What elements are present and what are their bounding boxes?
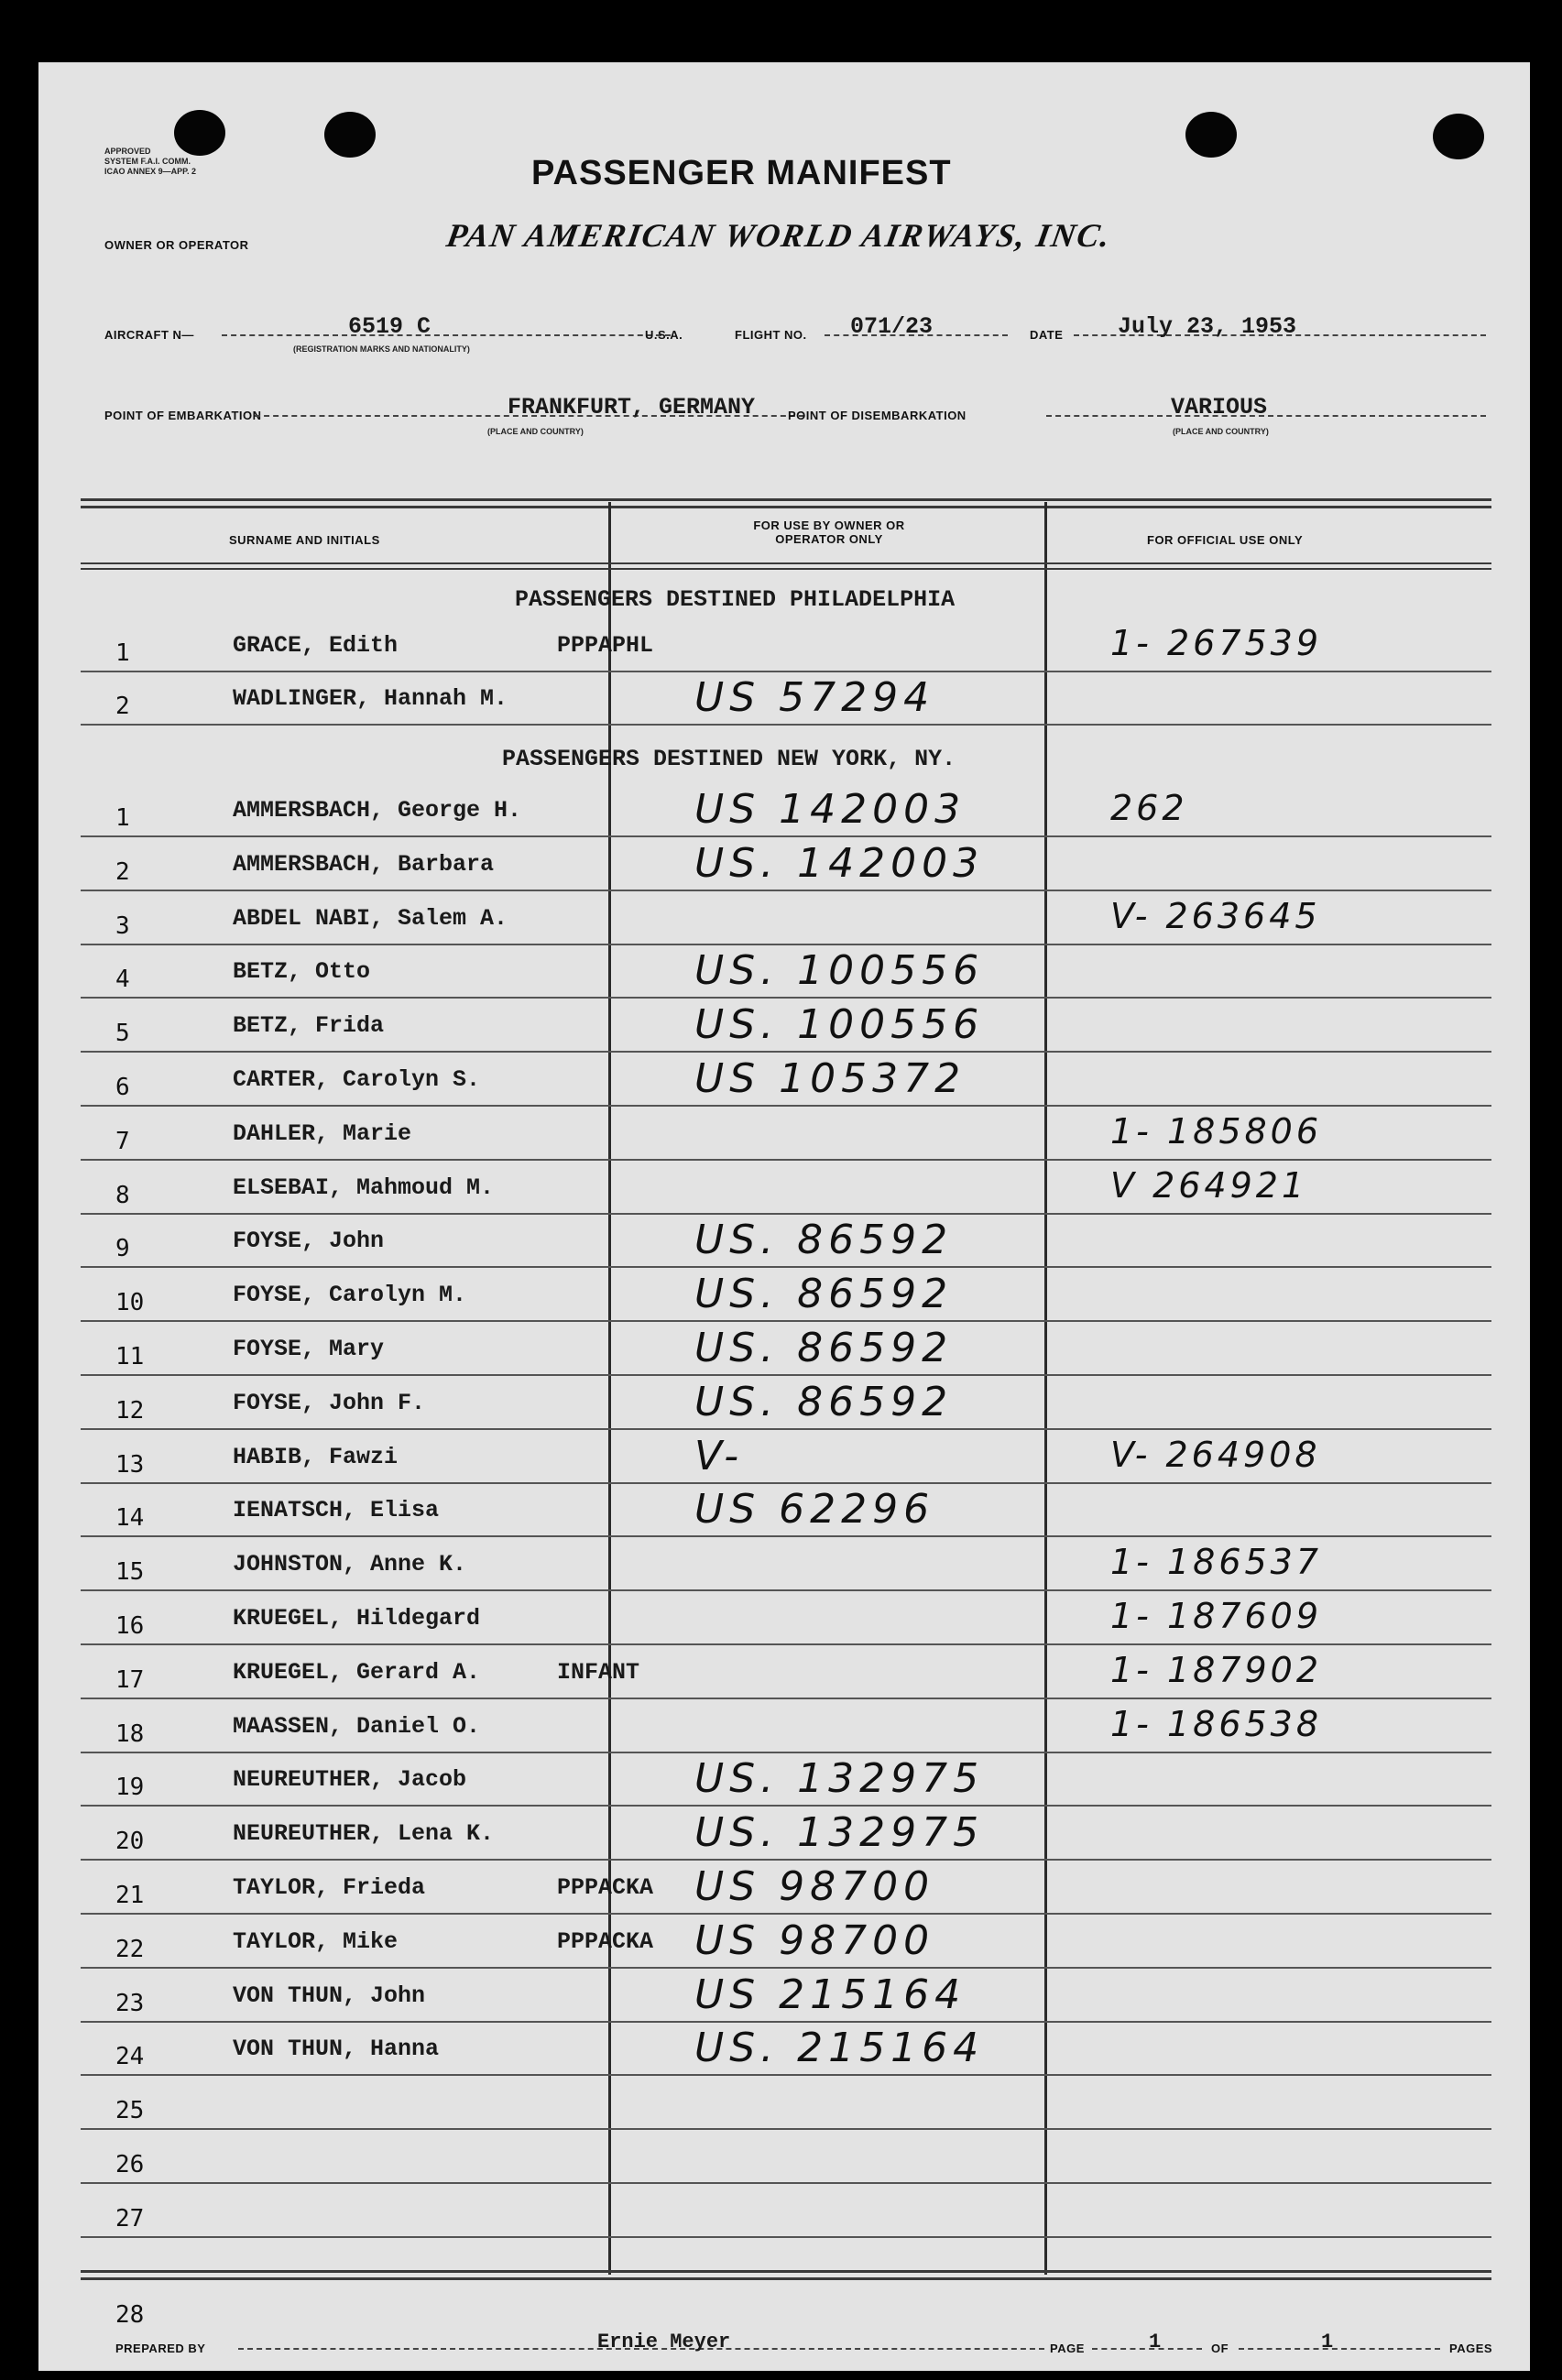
pages-label: PAGES [1449,2342,1493,2355]
official-number: 1- 186538 [1110,1703,1323,1744]
date-value: July 23, 1953 [1118,313,1297,340]
passenger-name: WADLINGER, Hannah M. [233,685,508,712]
document-number: US 98700 [694,1863,935,1910]
row-number: 5 [115,1020,130,1048]
document-number: US. 142003 [694,839,985,887]
manifest-sheet [38,62,1530,2371]
row-number: 18 [115,1719,145,1748]
row-rule [81,1535,1491,1537]
passenger-name: MAASSEN, Daniel O. [233,1712,481,1740]
row-rule [81,2182,1491,2184]
row-rule [81,2021,1491,2023]
row-rule [81,1752,1491,1753]
row-rule [81,2236,1491,2238]
row-rule [81,1913,1491,1915]
operator-note: PPPACKA [557,1927,654,1955]
official-number: 1- 267539 [1110,623,1323,663]
document-number: US 215164 [694,1971,967,2018]
passenger-name: NEUREUTHER, Lena K. [233,1820,495,1848]
row-number: 22 [115,1935,145,1963]
column-header-surname: SURNAME AND INITIALS [229,533,380,547]
page-number: 1 [1149,2331,1162,2353]
row-number: 9 [115,1235,130,1263]
document-number: V- [694,1432,745,1479]
aircraft-line [222,333,671,336]
registration-hint: (REGISTRATION MARKS AND NATIONALITY) [293,344,470,354]
row-number: 20 [115,1828,145,1856]
passenger-name: TAYLOR, Mike [233,1927,399,1955]
passenger-name: ELSEBAI, Mahmoud M. [233,1174,495,1201]
row-number: 3 [115,912,130,940]
passenger-name: TAYLOR, Frieda [233,1874,426,1901]
operator-note: PPPAPHL [557,632,654,659]
document-number: US. 86592 [694,1217,954,1264]
row-number: 26 [115,2151,145,2178]
row-rule [81,1266,1491,1268]
row-number: 12 [115,1396,145,1425]
aircraft-value: 6519 C [348,313,431,340]
row-number: 15 [115,1558,145,1587]
of-line [1239,2347,1440,2350]
document-number: US. 86592 [694,1271,954,1318]
row-number: 13 [115,1450,145,1479]
passenger-name: DAHLER, Marie [233,1119,412,1147]
passenger-name: KRUEGEL, Hildegard [233,1605,481,1632]
approval-block: APPROVED SYSTEM F.A.I. COMM. ICAO ANNEX 9—APP. 2 [104,147,197,176]
passenger-name: CARTER, Carolyn S. [233,1066,481,1093]
section-new-york: PASSENGERS DESTINED NEW YORK, NY. [502,746,956,772]
official-number: 1- 186537 [1110,1542,1323,1583]
place-hint: (PLACE AND COUNTRY) [487,427,584,436]
punch-hole [324,112,376,158]
document-number: US. 86592 [694,1378,954,1425]
passenger-name: HABIB, Fawzi [233,1443,399,1470]
document-number: US. 132975 [694,1755,985,1803]
passenger-name: IENATSCH, Elisa [233,1497,440,1524]
column-divider-2 [1044,502,1047,2275]
airline-name: PAN AMERICAN WORLD AIRWAYS, INC. [443,217,1115,254]
flight-value: 071/23 [850,313,934,340]
row-rule [81,1859,1491,1861]
prepared-label: PREPARED BY [115,2342,206,2355]
table-top-rule-2 [81,506,1491,508]
operator-note: INFANT [557,1658,640,1686]
page-label: PAGE [1050,2342,1085,2355]
official-number: 1- 187902 [1110,1649,1323,1690]
row-number: 24 [115,2043,145,2071]
row-rule [81,997,1491,999]
row-rule [81,944,1491,945]
row-rule [81,1482,1491,1484]
embark-value: FRANKFURT, GERMANY [508,394,756,420]
row-number: 6 [115,1074,130,1101]
row-number: 27 [115,2204,145,2233]
official-number: 1- 185806 [1110,1110,1323,1152]
page-line [1092,2347,1202,2350]
row-number: 1 [115,639,130,667]
passenger-name: BETZ, Frida [233,1012,385,1040]
row-number: 25 [115,2097,145,2125]
row-rule [81,1105,1491,1107]
date-label: DATE [1030,328,1064,342]
passenger-name: VON THUN, Hanna [233,2036,440,2063]
pages-total: 1 [1321,2331,1334,2353]
column-header-owner: FOR USE BY OWNER OR OPERATOR ONLY [753,519,905,546]
document-number: US. 100556 [694,1001,985,1049]
disembark-value: VARIOUS [1171,394,1268,420]
header-bottom-rule [81,562,1491,564]
document-number: US. 100556 [694,947,985,995]
row-number: 8 [115,1181,130,1209]
row-number: 11 [115,1343,145,1370]
column-header-official: FOR OFFICIAL USE ONLY [1147,533,1304,547]
row-number-28: 28 [115,2301,145,2329]
row-number: 14 [115,1504,145,1533]
flight-label: FLIGHT NO. [735,328,807,342]
row-rule [81,1051,1491,1053]
document-number: US 142003 [694,786,967,833]
table-bottom-rule-2 [81,2277,1491,2280]
document-number: US 98700 [694,1916,935,1964]
operator-note: PPPACKA [557,1874,654,1901]
row-number: 1 [115,804,130,832]
official-number: V- 263645 [1110,895,1321,936]
row-rule [81,835,1491,837]
row-rule [81,1320,1491,1322]
aircraft-label: AIRCRAFT N— [104,328,194,342]
row-rule [81,1213,1491,1215]
row-rule [81,1805,1491,1807]
passenger-name: VON THUN, John [233,1982,426,2009]
row-rule [81,671,1491,672]
table-bottom-rule [81,2270,1491,2273]
row-number: 17 [115,1665,145,1694]
row-rule [81,1589,1491,1591]
section-philadelphia: PASSENGERS DESTINED PHILADELPHIA [515,586,956,613]
row-rule [81,1698,1491,1699]
official-number: V- 264908 [1110,1434,1321,1475]
page-title: PASSENGER MANIFEST [531,154,952,192]
row-number: 10 [115,1289,145,1317]
of-label: OF [1211,2342,1229,2355]
official-number: 262 [1110,788,1188,828]
usa-label: U.S.A. [645,328,683,342]
document-number: US 105372 [694,1055,967,1102]
row-number: 2 [115,693,130,720]
document-number: US. 86592 [694,1325,954,1371]
owner-label: OWNER OR OPERATOR [104,238,249,252]
passenger-name: FOYSE, John F. [233,1389,426,1416]
row-rule [81,1159,1491,1161]
passenger-name: NEUREUTHER, Jacob [233,1766,467,1794]
row-rule [81,1643,1491,1645]
official-number: 1- 187609 [1110,1596,1323,1636]
row-number: 2 [115,857,130,886]
passenger-name: FOYSE, John [233,1228,385,1255]
row-number: 4 [115,966,130,994]
row-rule [81,1967,1491,1969]
passenger-name: AMMERSBACH, Barbara [233,850,495,878]
place-hint-2: (PLACE AND COUNTRY) [1173,427,1269,436]
row-rule [81,724,1491,726]
disembark-label: POINT OF DISEMBARKATION [788,409,967,422]
document-number: US. 132975 [694,1809,985,1857]
row-rule [81,2074,1491,2076]
row-rule [81,1374,1491,1376]
row-number: 23 [115,1989,145,2017]
passenger-name: FOYSE, Carolyn M. [233,1282,467,1309]
passenger-name: KRUEGEL, Gerard A. [233,1658,481,1686]
passenger-name: GRACE, Edith [233,632,399,659]
passenger-name: FOYSE, Mary [233,1336,385,1362]
document-number: US 57294 [694,674,935,721]
document-number: US. 215164 [694,2025,985,2072]
prepared-by: Ernie Meyer [597,2331,731,2353]
table-top-rule [81,498,1491,501]
passenger-name: AMMERSBACH, George H. [233,797,522,824]
row-rule [81,1428,1491,1430]
embark-label: POINT OF EMBARKATION [104,409,262,422]
row-number: 21 [115,1882,145,1909]
row-rule [81,890,1491,891]
row-number: 7 [115,1127,130,1155]
punch-hole [1185,112,1237,158]
row-number: 19 [115,1774,145,1802]
row-rule [81,2128,1491,2130]
punch-hole [1433,114,1484,159]
header-bottom-rule-2 [81,568,1491,570]
official-number: V 264921 [1110,1164,1308,1206]
passenger-name: BETZ, Otto [233,958,371,986]
passenger-name: ABDEL NABI, Salem A. [233,904,508,932]
passenger-name: JOHNSTON, Anne K. [233,1551,467,1578]
document-number: US 62296 [694,1486,935,1534]
row-number: 16 [115,1612,145,1640]
